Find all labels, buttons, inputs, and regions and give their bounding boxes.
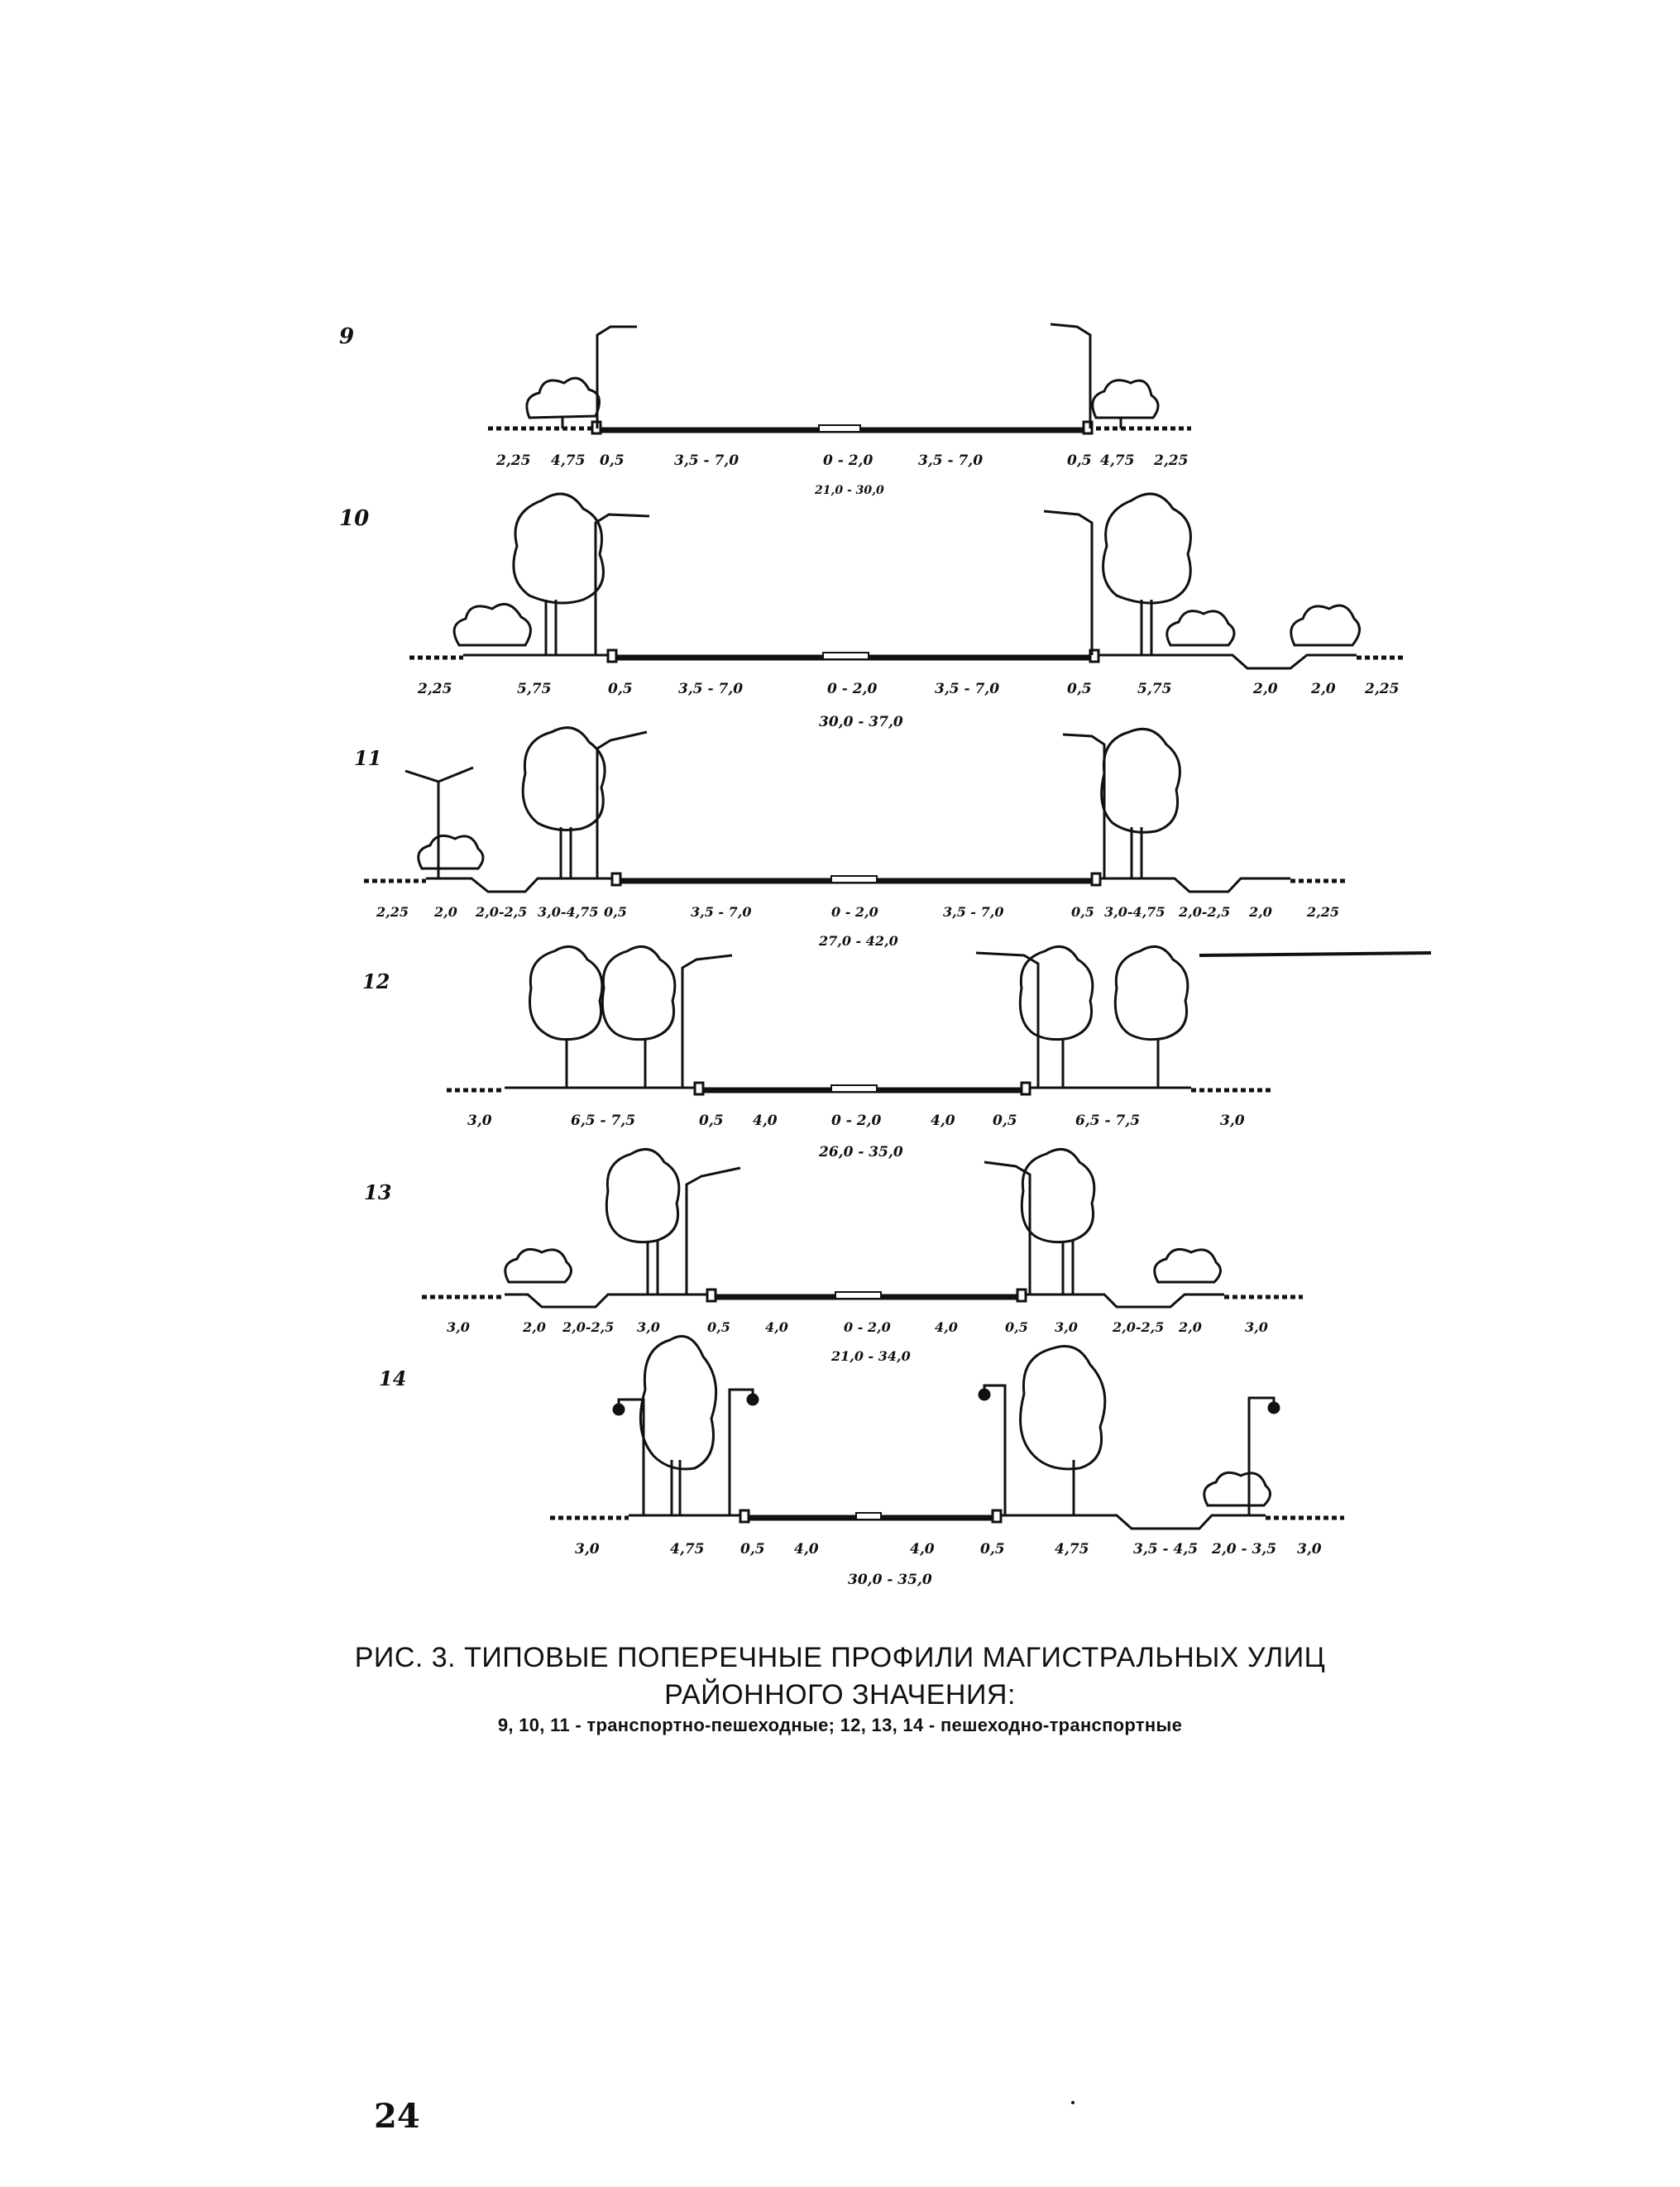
width-label: 3,5 - 7,0 xyxy=(943,904,1004,920)
width-label: 4,0 xyxy=(753,1113,778,1129)
median-strip xyxy=(831,876,877,883)
width-label: 2,0 xyxy=(523,1319,546,1335)
figure-caption-legend: 9, 10, 11 - транспортно-пешеходные; 12, 13, 14 - пешеходно-транспортные xyxy=(497,1715,1183,1735)
width-label: 3,0 xyxy=(1245,1319,1268,1335)
width-label: 3,5 - 4,5 xyxy=(1133,1541,1199,1558)
curb-left xyxy=(707,1290,716,1301)
width-label: 4,0 xyxy=(910,1541,935,1558)
ground-right xyxy=(1100,878,1290,892)
width-label: 0,5 xyxy=(993,1113,1017,1129)
width-label: 4,0 xyxy=(935,1319,958,1335)
shrub xyxy=(1291,605,1360,645)
total-width-label: 26,0 - 35,0 xyxy=(819,1144,903,1160)
profile-number: 14 xyxy=(379,1366,407,1390)
width-label: 0,5 xyxy=(608,681,633,697)
tree xyxy=(514,494,604,603)
tree xyxy=(1115,946,1188,1039)
curb-right xyxy=(993,1510,1001,1522)
median-strip xyxy=(831,1085,877,1092)
width-label: 4,75 xyxy=(670,1541,705,1558)
width-label: 0 - 2,0 xyxy=(827,681,878,697)
street-lamp xyxy=(687,1168,740,1294)
curb-right xyxy=(1092,873,1100,885)
profile-14 xyxy=(379,1337,1344,1589)
width-label: 4,75 xyxy=(1100,452,1135,469)
shrub xyxy=(454,604,530,645)
width-label: 4,0 xyxy=(794,1541,819,1558)
width-label: 2,0 xyxy=(434,904,457,920)
profile-11 xyxy=(354,728,1348,949)
width-label: 0,5 xyxy=(1067,452,1092,469)
width-label: 3,5 - 7,0 xyxy=(674,452,739,469)
lamp-globe xyxy=(979,1390,989,1400)
ground-left xyxy=(505,1294,711,1307)
street-lamp xyxy=(597,732,647,878)
width-label: 2,25 xyxy=(1154,452,1189,469)
width-label: 3,0 xyxy=(637,1319,660,1335)
tree xyxy=(1022,1149,1094,1242)
shrub xyxy=(1167,611,1234,645)
ground-right xyxy=(1026,1294,1224,1307)
tree xyxy=(523,728,605,830)
lamp-globe xyxy=(1269,1403,1279,1413)
width-label: 2,25 xyxy=(496,452,531,469)
profile-number: 10 xyxy=(339,506,370,531)
scan-artifact-line xyxy=(1199,953,1431,955)
tree xyxy=(640,1337,716,1470)
width-label: 2,0 xyxy=(1311,681,1336,697)
width-label: 0,5 xyxy=(707,1319,730,1335)
street-lamp xyxy=(1051,324,1090,428)
width-label: 2,25 xyxy=(418,681,452,697)
width-label: 3,0 xyxy=(1297,1541,1322,1558)
profile-12 xyxy=(362,946,1431,1160)
shrub xyxy=(1093,380,1158,418)
width-label: 2,0 xyxy=(1249,904,1272,920)
width-label: 2,25 xyxy=(1365,681,1400,697)
street-lamp xyxy=(596,514,649,655)
width-label: 2,25 xyxy=(1307,904,1339,920)
width-label: 2,0-2,5 xyxy=(476,904,528,920)
width-label: 6,5 - 7,5 xyxy=(571,1113,636,1129)
ground-right xyxy=(1098,655,1357,668)
tree xyxy=(1102,729,1180,832)
width-label: 0,5 xyxy=(980,1541,1005,1558)
profile-10 xyxy=(339,494,1406,730)
width-label: 3,5 - 7,0 xyxy=(691,904,752,920)
width-label: 0,5 xyxy=(1071,904,1094,920)
street-lamp xyxy=(1044,511,1092,655)
width-label: 0,5 xyxy=(600,452,625,469)
curb-left xyxy=(608,650,616,662)
width-label: 6,5 - 7,5 xyxy=(1075,1113,1141,1129)
width-label: 4,0 xyxy=(931,1113,955,1129)
width-label: 2,25 xyxy=(376,904,409,920)
scan-speck xyxy=(1071,2101,1075,2104)
width-label: 3,5 - 7,0 xyxy=(918,452,984,469)
figure-caption-title: РИС. 3. ТИПОВЫЕ ПОПЕРЕЧНЫЕ ПРОФИЛИ МАГИСТРАЛЬНЫХ УЛИЦ xyxy=(354,1642,1326,1673)
page-number: 24 xyxy=(374,2097,420,2136)
total-width-label: 30,0 - 35,0 xyxy=(848,1572,932,1588)
street-lamp xyxy=(1063,735,1104,878)
width-label: 3,0 xyxy=(575,1541,600,1558)
tree xyxy=(1021,1347,1105,1470)
width-label: 4,75 xyxy=(551,452,586,469)
shrub xyxy=(1204,1472,1271,1505)
total-width-label: 30,0 - 37,0 xyxy=(819,714,903,730)
width-label: 0 - 2,0 xyxy=(831,1113,882,1129)
width-label: 5,75 xyxy=(1137,681,1172,697)
pedestrian-lamp xyxy=(405,771,438,878)
curb-left xyxy=(740,1510,749,1522)
profile-number: 12 xyxy=(362,969,390,993)
width-label: 3,0 xyxy=(1220,1113,1245,1129)
total-width-label: 27,0 - 42,0 xyxy=(819,933,898,949)
curb-right xyxy=(1022,1083,1030,1094)
tree xyxy=(529,946,601,1039)
width-label: 4,0 xyxy=(765,1319,788,1335)
profile-13 xyxy=(364,1149,1303,1364)
profile-9 xyxy=(339,324,1191,497)
width-label: 2,0 xyxy=(1179,1319,1202,1335)
shrub xyxy=(527,378,600,418)
median-strip xyxy=(856,1513,881,1519)
pedestrian-lamp xyxy=(730,1390,753,1515)
width-label: 2,0-2,5 xyxy=(1113,1319,1165,1335)
width-label: 3,0 xyxy=(447,1319,470,1335)
shrub xyxy=(1155,1249,1221,1282)
pedestrian-lamp-arm xyxy=(438,768,473,782)
median-strip xyxy=(819,425,860,432)
width-label: 0 - 2,0 xyxy=(831,904,878,920)
street-lamp xyxy=(597,327,637,428)
pedestrian-lamp xyxy=(984,1385,1005,1515)
tree xyxy=(1103,494,1191,603)
width-label: 0,5 xyxy=(740,1541,765,1558)
width-label: 0,5 xyxy=(699,1113,724,1129)
width-label: 2,0-2,5 xyxy=(1179,904,1231,920)
total-width-label: 21,0 - 30,0 xyxy=(815,484,884,497)
width-label: 3,0-4,75 xyxy=(538,904,599,920)
width-label: 0 - 2,0 xyxy=(823,452,874,469)
width-label: 3,0-4,75 xyxy=(1104,904,1165,920)
profile-number: 13 xyxy=(364,1180,392,1204)
curb-left xyxy=(695,1083,703,1094)
ground-left xyxy=(426,878,616,892)
lamp-globe xyxy=(748,1395,758,1405)
figure-caption-subtitle: РАЙОННОГО ЗНАЧЕНИЯ: xyxy=(664,1679,1016,1711)
profile-number: 9 xyxy=(339,324,355,349)
median-strip xyxy=(823,653,869,659)
tree xyxy=(602,946,675,1039)
width-label: 3,5 - 7,0 xyxy=(935,681,1000,697)
street-lamp xyxy=(976,953,1038,1088)
total-width-label: 21,0 - 34,0 xyxy=(831,1348,911,1364)
width-label: 3,0 xyxy=(467,1113,492,1129)
width-label: 0,5 xyxy=(1005,1319,1028,1335)
width-label: 2,0 - 3,5 xyxy=(1212,1541,1277,1558)
width-label: 3,0 xyxy=(1055,1319,1078,1335)
shrub xyxy=(505,1249,572,1282)
width-label: 5,75 xyxy=(517,681,552,697)
width-label: 2,0 xyxy=(1253,681,1278,697)
width-label: 0 - 2,0 xyxy=(844,1319,891,1335)
ground-right xyxy=(1001,1515,1266,1529)
street-lamp xyxy=(682,955,732,1088)
profile-number: 11 xyxy=(354,746,382,770)
curb-left xyxy=(612,873,620,885)
shrub xyxy=(419,835,483,869)
width-label: 4,75 xyxy=(1055,1541,1089,1558)
median-strip xyxy=(835,1292,881,1299)
width-label: 0,5 xyxy=(604,904,627,920)
tree xyxy=(606,1149,679,1242)
curb-right xyxy=(1017,1290,1026,1301)
width-label: 3,5 - 7,0 xyxy=(678,681,744,697)
width-label: 0,5 xyxy=(1067,681,1092,697)
lamp-globe xyxy=(614,1405,624,1414)
width-label: 2,0-2,5 xyxy=(562,1319,615,1335)
